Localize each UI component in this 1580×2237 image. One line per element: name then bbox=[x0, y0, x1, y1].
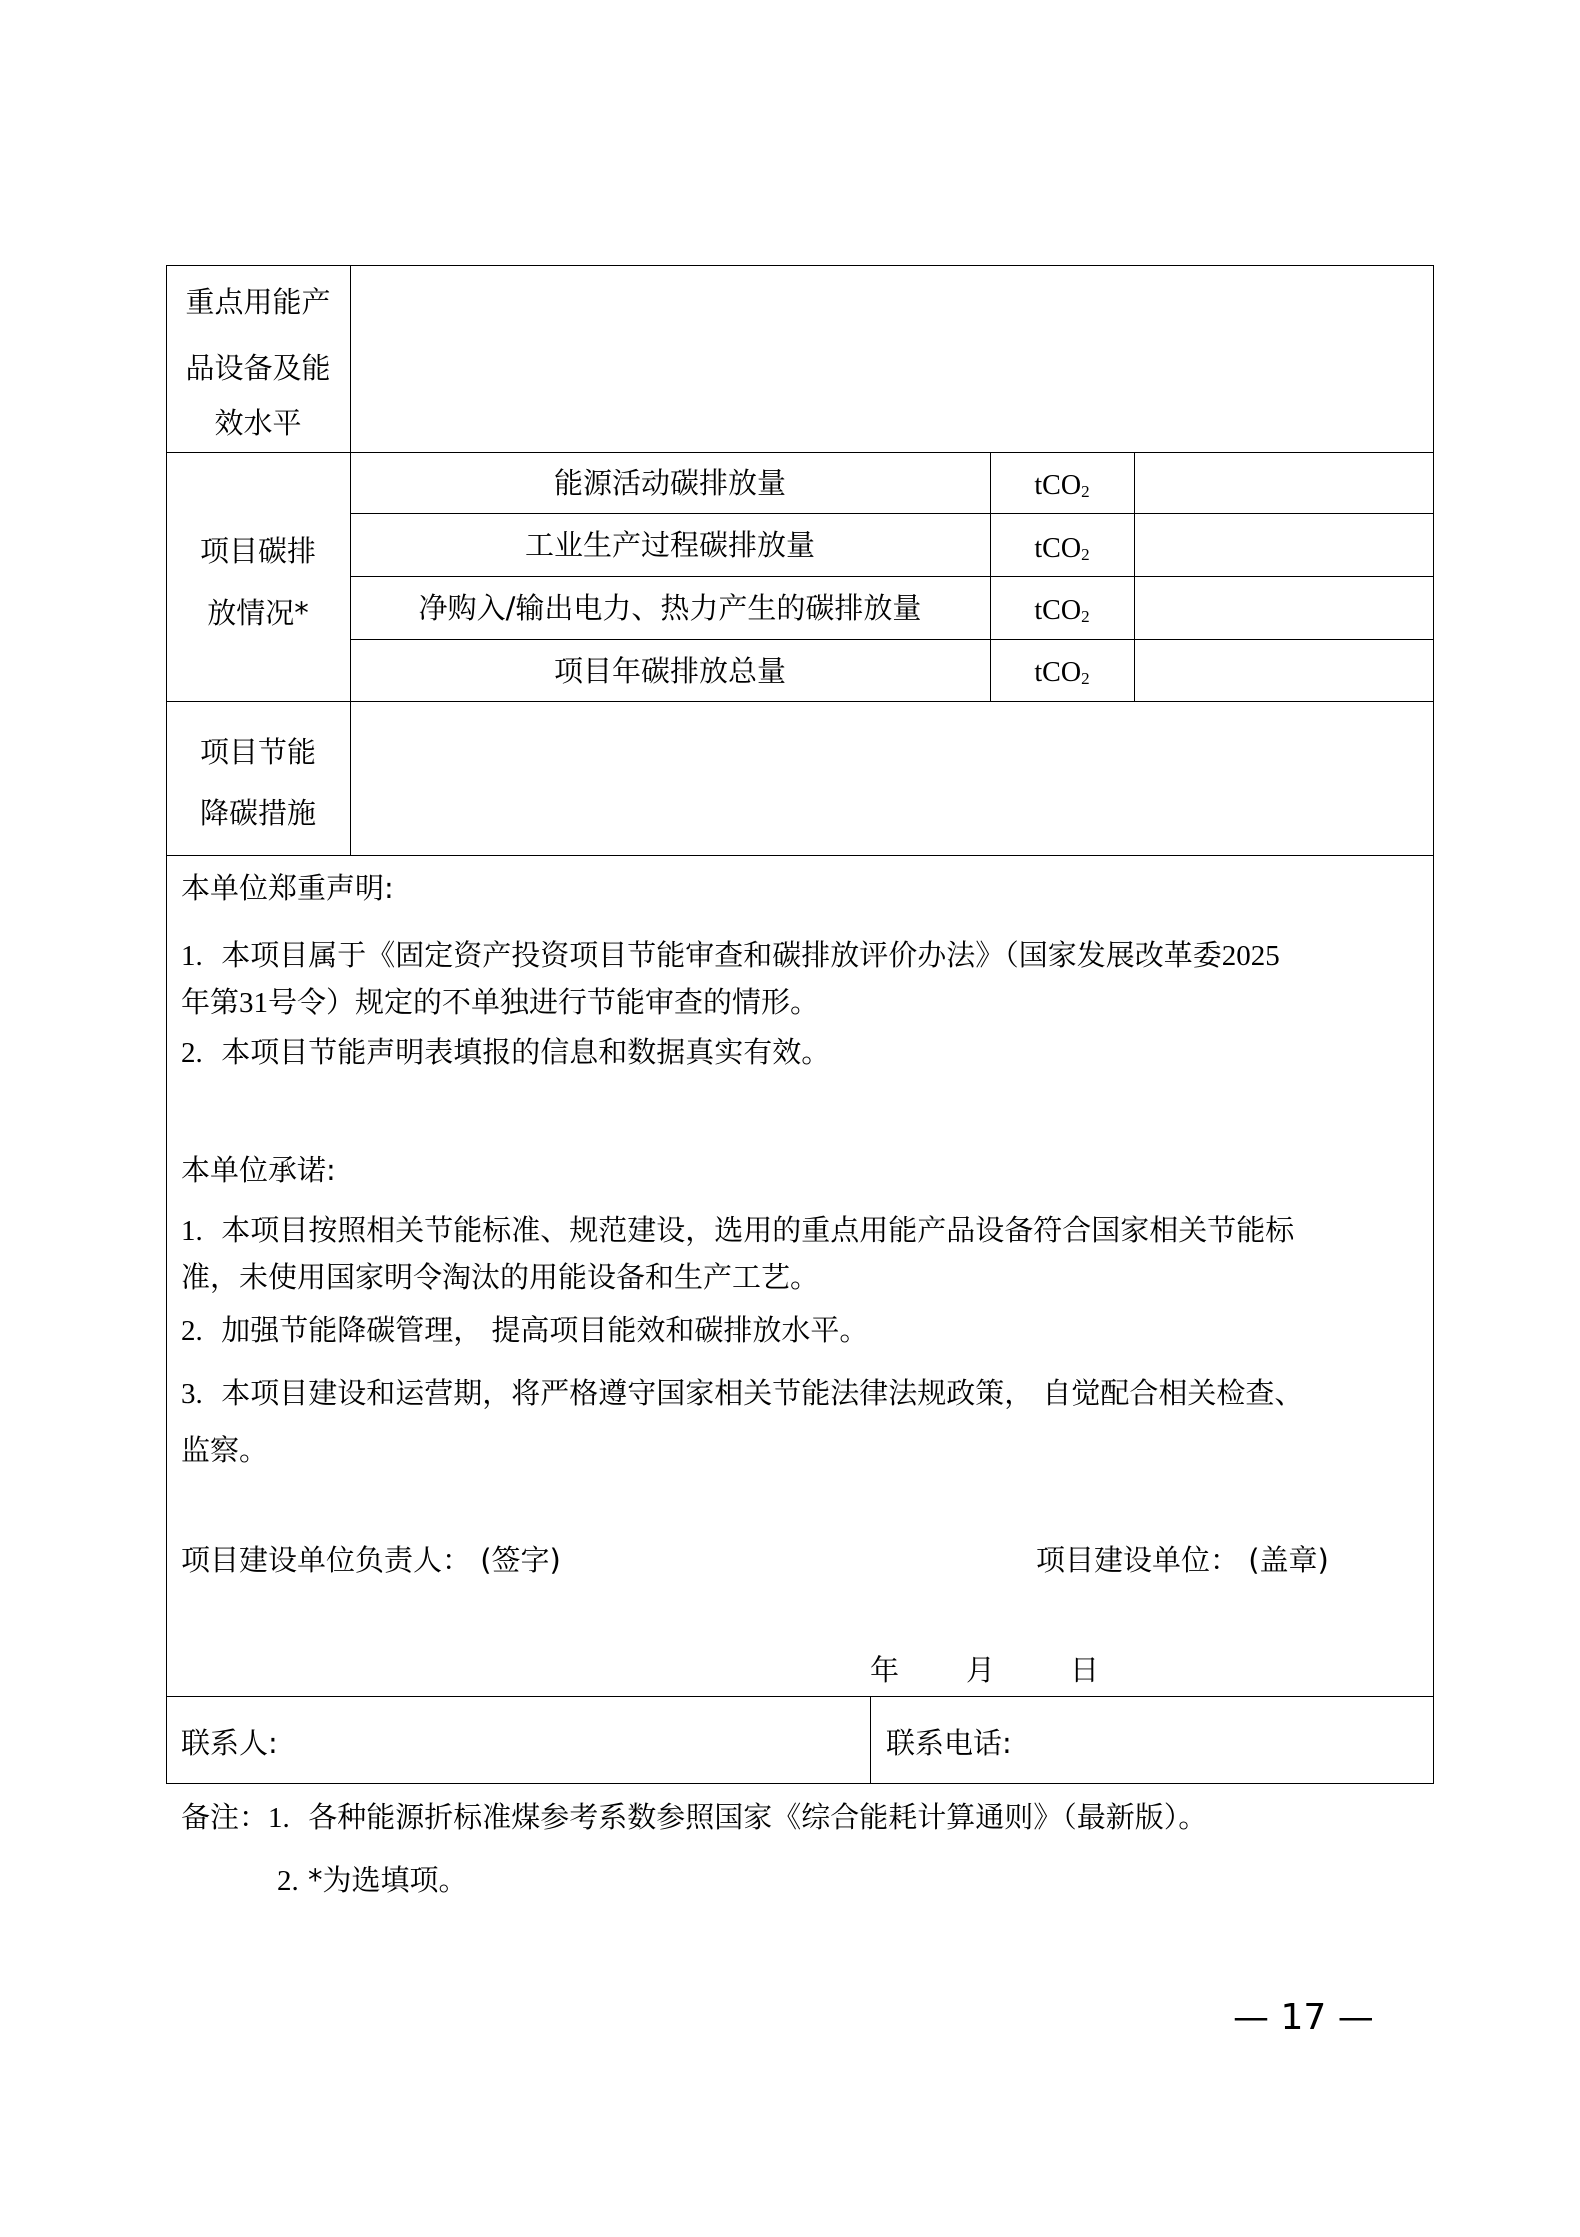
equipment-label-line: 重点用能产 bbox=[185, 285, 331, 319]
row-separator bbox=[166, 452, 1434, 453]
carbon-value-field[interactable] bbox=[1136, 515, 1432, 575]
unit-seal-label: 项目建设单位： (盖章) bbox=[1036, 1543, 1329, 1577]
equipment-label-line: 效水平 bbox=[214, 406, 302, 440]
date-year-label: 年 bbox=[870, 1653, 900, 1687]
contact-phone-field[interactable] bbox=[1030, 1700, 1430, 1780]
carbon-value-field[interactable] bbox=[1136, 578, 1432, 638]
equipment-value-field[interactable] bbox=[352, 267, 1432, 451]
table-left-border bbox=[166, 265, 167, 1783]
table-bottom-border bbox=[166, 1783, 1434, 1784]
commitment-item-1-line-2: 准，未使用国家明令淘汰的用能设备和生产工艺。 bbox=[181, 1260, 820, 1294]
carbon-item-unit: tCO$_2$ bbox=[1034, 470, 1090, 501]
carbon-value-field[interactable] bbox=[1136, 641, 1432, 700]
commitment-heading: 本单位承诺: bbox=[181, 1153, 336, 1187]
carbon-item-unit: tCO$_2$ bbox=[1034, 533, 1090, 564]
declaration-heading: 本单位郑重声明: bbox=[181, 871, 394, 905]
measures-label-line: 项目节能 bbox=[199, 735, 316, 769]
table-top-border bbox=[166, 265, 1434, 266]
carbon-item-unit: tCO$_2$ bbox=[1034, 595, 1090, 626]
row-separator bbox=[166, 701, 1434, 702]
table-right-border bbox=[1433, 265, 1434, 1783]
declaration-item-1-line-2: 年第31号令）规定的不单独进行节能审查的情形。 bbox=[181, 985, 820, 1019]
row-separator bbox=[350, 639, 1434, 640]
carbon-item-unit: tCO$_2$ bbox=[1034, 657, 1090, 688]
carbon-label-line: 项目碳排 bbox=[199, 534, 316, 568]
measures-value-field[interactable] bbox=[352, 703, 1432, 854]
carbon-value-field[interactable] bbox=[1136, 454, 1432, 512]
contact-person-label: 联系人: bbox=[181, 1726, 278, 1760]
date-month-label: 月 bbox=[966, 1653, 996, 1687]
notes-line-1: 备注：1. 各种能源折标准煤参考系数参照国家《综合能耗计算通则》（最新版）。 bbox=[181, 1800, 1208, 1834]
row-separator bbox=[350, 576, 1434, 577]
commitment-item-3-line-2: 监察。 bbox=[181, 1433, 269, 1467]
unit-column-right-separator bbox=[1134, 452, 1135, 701]
declaration-item-2: 2. 本项目节能声明表填报的信息和数据真实有效。 bbox=[181, 1035, 831, 1069]
row-separator bbox=[350, 513, 1434, 514]
declaration-item-1-line-1: 1. 本项目属于《固定资产投资项目节能审查和碳排放评价办法》（国家发展改革委2025 bbox=[181, 938, 1280, 972]
carbon-item-name: 净购入/输出电力、热力产生的碳排放量 bbox=[418, 591, 922, 625]
measures-label-line: 降碳措施 bbox=[199, 796, 316, 830]
contact-person-field[interactable] bbox=[290, 1700, 865, 1780]
carbon-item-name: 能源活动碳排放量 bbox=[553, 466, 786, 500]
row-separator bbox=[166, 855, 1434, 856]
commitment-item-2: 2. 加强节能降碳管理， 提高项目能效和碳排放水平。 bbox=[181, 1313, 869, 1347]
row-separator bbox=[166, 1696, 1434, 1697]
carbon-label-line: 放情况* bbox=[207, 596, 309, 630]
page-number: — 17 — bbox=[1233, 1997, 1374, 2038]
carbon-item-name: 工业生产过程碳排放量 bbox=[524, 528, 815, 562]
notes-line-2: 2. *为选填项。 bbox=[277, 1863, 468, 1897]
leader-signature-label: 项目建设单位负责人： (签字) bbox=[181, 1543, 561, 1577]
commitment-item-1-line-1: 1. 本项目按照相关节能标准、规范建设，选用的重点用能产品设备符合国家相关节能标 bbox=[181, 1213, 1295, 1247]
contact-phone-label: 联系电话: bbox=[886, 1726, 1012, 1760]
contact-separator bbox=[870, 1696, 871, 1783]
equipment-label-line: 品设备及能 bbox=[185, 351, 331, 385]
carbon-item-name: 项目年碳排放总量 bbox=[553, 654, 786, 688]
commitment-item-3-line-1: 3. 本项目建设和运营期，将严格遵守国家相关节能法律法规政策， 自觉配合相关检查、 bbox=[181, 1376, 1304, 1410]
date-day-label: 日 bbox=[1070, 1653, 1100, 1687]
